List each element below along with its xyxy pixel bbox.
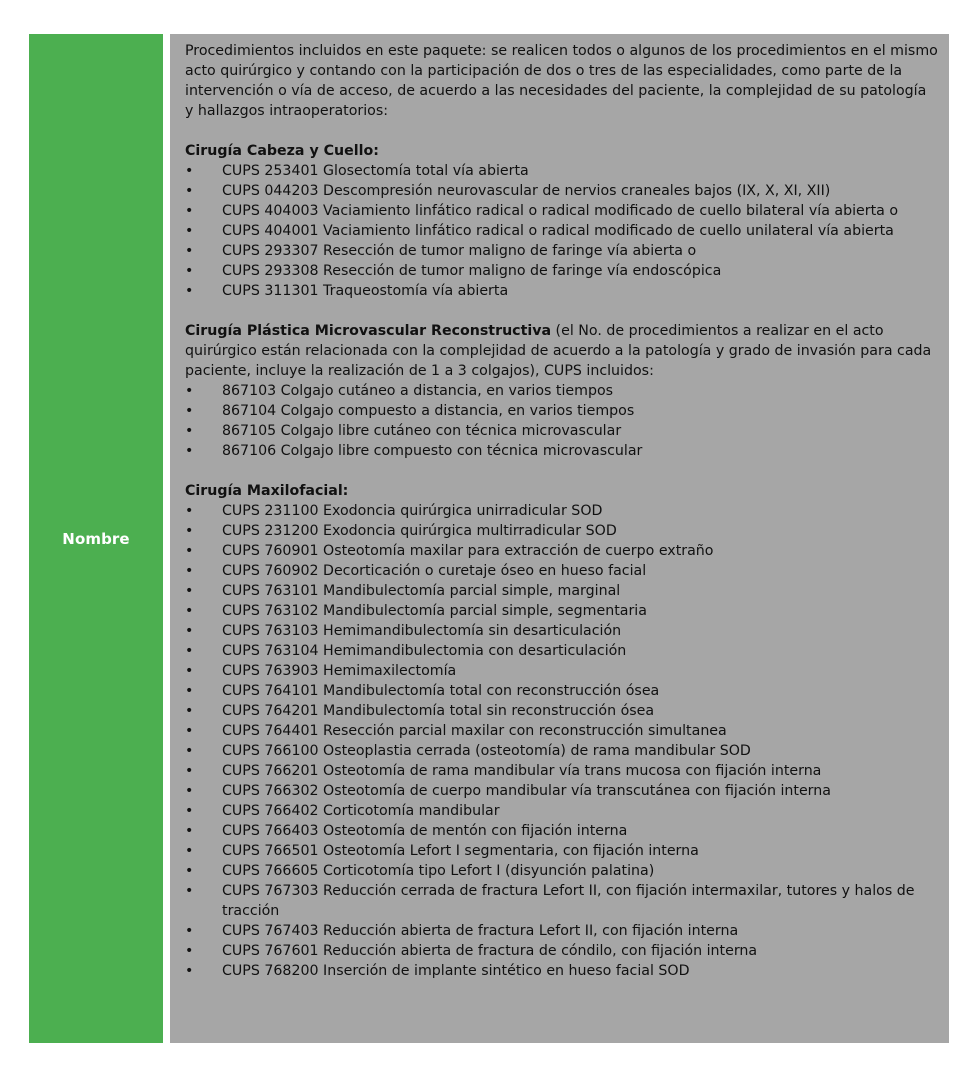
- list-item: • CUPS 768200 Inserción de implante sintético en hueso facial SOD: [185, 961, 939, 981]
- list-item: • CUPS 231200 Exodoncia quirúrgica multirradicular SOD: [185, 521, 939, 541]
- list-item: • CUPS 293307 Resección de tumor maligno de faringe vía abierta o: [185, 241, 939, 261]
- section-heading-paragraph: [185, 321, 939, 381]
- list-item: • CUPS 763103 Hemimandibulectomía sin desarticulación: [185, 621, 939, 641]
- section-maxilofacial: [185, 481, 939, 981]
- section-title: Cirugía Plástica Microvascular Reconstructiva: [185, 323, 552, 339]
- section-cabeza-cuello: [185, 141, 939, 301]
- list-item: • CUPS 764201 Mandibulectomía total sin reconstrucción ósea: [185, 701, 939, 721]
- list-item: • CUPS 763903 Hemimaxilectomía: [185, 661, 939, 681]
- procedure-list: [185, 161, 939, 301]
- section-title: Cirugía Cabeza y Cuello:: [185, 143, 379, 159]
- list-item: • CUPS 763101 Mandibulectomía parcial simple, marginal: [185, 581, 939, 601]
- section-description: (el No. de procedimientos a realizar en el acto quirúrgico están relacionada con la complejidad de acuerdo a la patología y grado de invasión para cada paciente, incluye la realización de 1 a 3 colgajos), CUPS incluidos:: [185, 323, 932, 379]
- list-item: • CUPS 311301 Traqueostomía vía abierta: [185, 281, 939, 301]
- list-item: • CUPS 766100 Osteoplastia cerrada (osteotomía) de rama mandibular SOD: [185, 741, 939, 761]
- content-cell: [170, 34, 949, 1043]
- list-item: • CUPS 253401 Glosectomía total vía abierta: [185, 161, 939, 181]
- list-item: • 867106 Colgajo libre compuesto con técnica microvascular: [185, 441, 939, 461]
- list-item: • 867105 Colgajo libre cutáneo con técnica microvascular: [185, 421, 939, 441]
- list-item: • CUPS 404001 Vaciamiento linfático radical o radical modificado de cuello unilateral vía abierta: [185, 221, 939, 241]
- intro-paragraph: Procedimientos incluidos en este paquete: se realicen todos o algunos de los procedimientos en el mismo acto quirúrgico y contando con la participación de dos o tres de las especialidades, como parte de la intervención o vía de acceso, de acuerdo a las necesidades del paciente, la complejidad de su patología y hallazgos intraoperatorios:: [185, 43, 938, 119]
- list-item: • CUPS 767601 Reducción abierta de fractura de cóndilo, con fijación interna: [185, 941, 939, 961]
- list-item: • CUPS 763102 Mandibulectomía parcial simple, segmentaria: [185, 601, 939, 621]
- list-item: • 867104 Colgajo compuesto a distancia, en varios tiempos: [185, 401, 939, 421]
- procedure-list: [185, 501, 939, 981]
- list-item: • CUPS 766402 Corticotomía mandibular: [185, 801, 939, 821]
- list-item: • CUPS 766201 Osteotomía de rama mandibular vía trans mucosa con fijación interna: [185, 761, 939, 781]
- list-item: • CUPS 764101 Mandibulectomía total con reconstrucción ósea: [185, 681, 939, 701]
- list-item: • CUPS 766302 Osteotomía de cuerpo mandibular vía transcutánea con fijación interna: [185, 781, 939, 801]
- list-item: • CUPS 766605 Corticotomía tipo Lefort I (disyunción palatina): [185, 861, 939, 881]
- list-item: • CUPS 293308 Resección de tumor maligno de faringe vía endoscópica: [185, 261, 939, 281]
- list-item: • CUPS 764401 Resección parcial maxilar con reconstrucción simultanea: [185, 721, 939, 741]
- section-title: Cirugía Maxilofacial:: [185, 483, 349, 499]
- list-item: • CUPS 044203 Descompresión neurovascular de nervios craneales bajos (IX, X, XI, XII): [185, 181, 939, 201]
- procedure-list: [185, 381, 939, 461]
- list-item: • CUPS 766501 Osteotomía Lefort I segmentaria, con fijación interna: [185, 841, 939, 861]
- list-item: • CUPS 767403 Reducción abierta de fractura Lefort II, con fijación interna: [185, 921, 939, 941]
- section-plastica: [185, 321, 939, 461]
- list-item: • CUPS 760902 Decorticación o curetaje óseo en hueso facial: [185, 561, 939, 581]
- list-item: • CUPS 763104 Hemimandibulectomia con desarticulación: [185, 641, 939, 661]
- label-text: Nombre: [62, 529, 130, 548]
- list-item: • CUPS 766403 Osteotomía de mentón con fijación interna: [185, 821, 939, 841]
- list-item: • CUPS 760901 Osteotomía maxilar para extracción de cuerpo extraño: [185, 541, 939, 561]
- label-cell: [29, 34, 163, 1043]
- list-item: • CUPS 404003 Vaciamiento linfático radical o radical modificado de cuello bilateral vía abierta o: [185, 201, 939, 221]
- list-item: • CUPS 767303 Reducción cerrada de fractura Lefort II, con fijación intermaxilar, tutores y halos de tracción: [185, 881, 939, 921]
- list-item: • 867103 Colgajo cutáneo a distancia, en varios tiempos: [185, 381, 939, 401]
- list-item: • CUPS 231100 Exodoncia quirúrgica unirradicular SOD: [185, 501, 939, 521]
